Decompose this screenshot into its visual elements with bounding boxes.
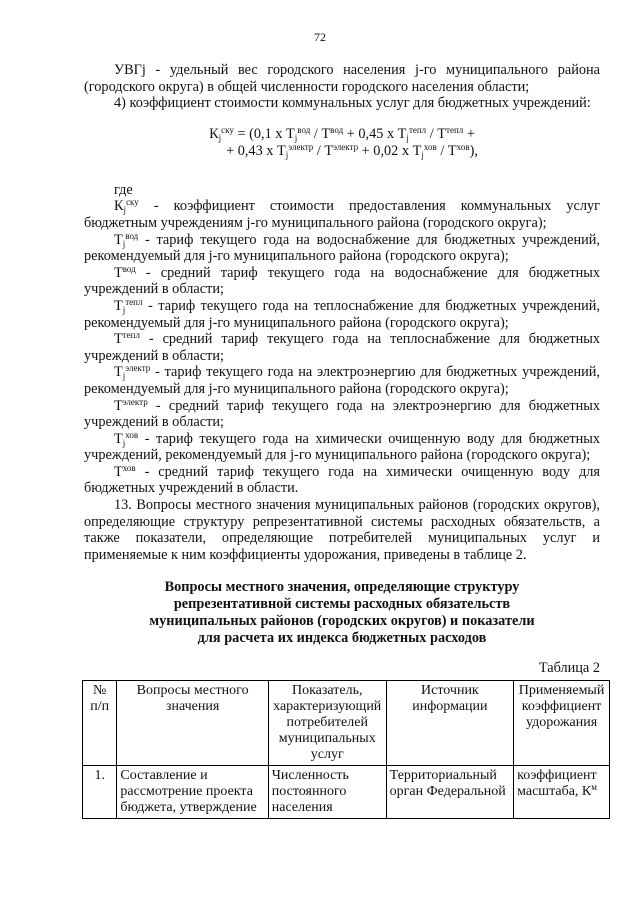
definition-item bbox=[84, 232, 600, 265]
table-label: Таблица 2 bbox=[538, 660, 600, 677]
definition-symbol: Т bbox=[114, 463, 123, 480]
cost-coefficient-formula bbox=[84, 126, 600, 160]
definition-item bbox=[84, 265, 600, 298]
definition-symbol: Т bbox=[114, 430, 123, 447]
definition-superscript: вод bbox=[122, 263, 136, 274]
definition-text: - средний тариф текущего года на электроэнергию для бюджетных учреждений в области; bbox=[84, 397, 600, 431]
definition-subscript: j bbox=[122, 238, 126, 249]
definition-symbol: Т bbox=[114, 231, 123, 248]
document-body bbox=[84, 62, 605, 819]
item-4-heading: 4) коэффициент стоимости коммунальных услуг для бюджетных учреждений: bbox=[114, 95, 591, 112]
definition-superscript: ску bbox=[126, 197, 139, 208]
definition-subscript: j bbox=[123, 205, 127, 216]
where-label: где bbox=[114, 181, 133, 198]
section-title bbox=[84, 579, 600, 647]
formula-line-1: $К_j^{ску} = (0,1$ x $Т_j^{вод} / Т^{вод} + 0,45$ x $Т_j^{тепл} / Т^{тепл}$ + bbox=[209, 124, 475, 143]
definition-text: - коэффициент стоимости предоставления коммунальных услуг бюджетным учреждениям j-го муниципального района (городского округа); bbox=[84, 198, 600, 231]
definition-symbol: Т bbox=[114, 331, 123, 348]
definition-symbol: Т bbox=[114, 364, 123, 381]
definition-item bbox=[84, 431, 600, 464]
paragraph-13: 13. Вопросы местного значения муниципальных районов (городских округов), определяющие структуру репрезентативной системы расходных обязательств, а также показатели, определяющие потребителей муниципальных услуг и применяемые к ним коэффициенты удорожания, приведены в таблице 2. bbox=[84, 497, 600, 563]
definition-item bbox=[84, 364, 600, 397]
definition-list bbox=[84, 198, 600, 497]
definition-text: - средний тариф текущего года на теплоснабжение для бюджетных учреждений в области; bbox=[84, 331, 600, 364]
section-title-line: для расчета их индекса бюджетных расходов bbox=[197, 630, 487, 647]
section-title-line: муниципальных районов (городских округов) и показатели bbox=[149, 613, 535, 630]
definition-text: - тариф текущего года на электроэнергию для бюджетных учреждений, рекомендуемый для j-го муниципального района (городского округа); bbox=[84, 364, 600, 397]
definition-item bbox=[84, 398, 600, 431]
definition-symbol: Т bbox=[114, 264, 123, 281]
header-coefficient: Применяемый коэффициент удорожания bbox=[514, 681, 610, 766]
definition-superscript: хов bbox=[125, 429, 139, 440]
definition-text: - тариф текущего года на водоснабжение для бюджетных учреждений, рекомендуемый для j-го муниципального района (городского округа); bbox=[84, 231, 600, 265]
definition-item bbox=[84, 198, 600, 231]
definition-subscript: j bbox=[122, 437, 126, 448]
cell-number: 1. bbox=[83, 766, 117, 819]
cell-indicator: Численность постоянного населения bbox=[268, 766, 386, 819]
header-source: Источник информации bbox=[386, 681, 513, 766]
cell-source: Территориальный орган Федеральной bbox=[386, 766, 513, 819]
definition-item bbox=[84, 298, 600, 331]
header-indicator: Показатель, характеризующий потребителей муниципальных услуг bbox=[268, 681, 386, 766]
definition-superscript: тепл bbox=[125, 296, 143, 307]
definition-subscript: j bbox=[122, 304, 126, 315]
definition-item bbox=[84, 331, 600, 364]
table-row bbox=[83, 766, 610, 819]
table-2 bbox=[82, 680, 610, 819]
cell-question: Составление и рассмотрение проекта бюджета, утверждение bbox=[117, 766, 268, 819]
definition-superscript: вод bbox=[125, 230, 139, 241]
uvg-definition: УВГj - удельный вес городского населения j-го муниципального района (городского округа) в общей численности городского населения области; bbox=[84, 62, 600, 95]
definition-text: - тариф текущего года на химически очищенную воду для бюджетных учреждений, рекомендуемый для j-го муниципального района (городского округа); bbox=[84, 430, 600, 464]
definition-superscript: электр bbox=[125, 363, 151, 374]
definition-item bbox=[84, 464, 600, 497]
definition-symbol: Т bbox=[114, 297, 123, 314]
page-number: 72 bbox=[314, 30, 326, 44]
definition-symbol: К bbox=[114, 198, 124, 215]
cell-coefficient: коэффициент масштаба, $К^м$ bbox=[514, 766, 610, 819]
header-number: № п/п bbox=[83, 681, 117, 766]
definition-superscript: электр bbox=[122, 396, 148, 407]
definition-subscript: j bbox=[122, 371, 126, 382]
section-title-line: репрезентативной системы расходных обязательств bbox=[173, 596, 511, 613]
formula-line-2: + 0,43 x $Т_j^{электр} / Т^{электр} + 0,02$ x $Т_j^{хов} / Т^{хов}$), bbox=[226, 141, 478, 160]
definition-symbol: Т bbox=[114, 397, 123, 414]
definition-superscript: хов bbox=[122, 462, 136, 473]
definition-text: - тариф текущего года на теплоснабжение для бюджетных учреждений, рекомендуемый для j-го муниципального района (городского округа); bbox=[84, 297, 600, 331]
definition-text: - средний тариф текущего года на химически очищенную воду для бюджетных учреждений в области. bbox=[84, 463, 600, 497]
section-title-line: Вопросы местного значения, определяющие структуру bbox=[164, 579, 520, 596]
definition-text: - средний тариф текущего года на водоснабжение для бюджетных учреждений в области; bbox=[84, 264, 600, 298]
header-question: Вопросы местного значения bbox=[117, 681, 268, 766]
definition-superscript: тепл bbox=[122, 330, 140, 341]
table-header-row bbox=[83, 681, 610, 766]
